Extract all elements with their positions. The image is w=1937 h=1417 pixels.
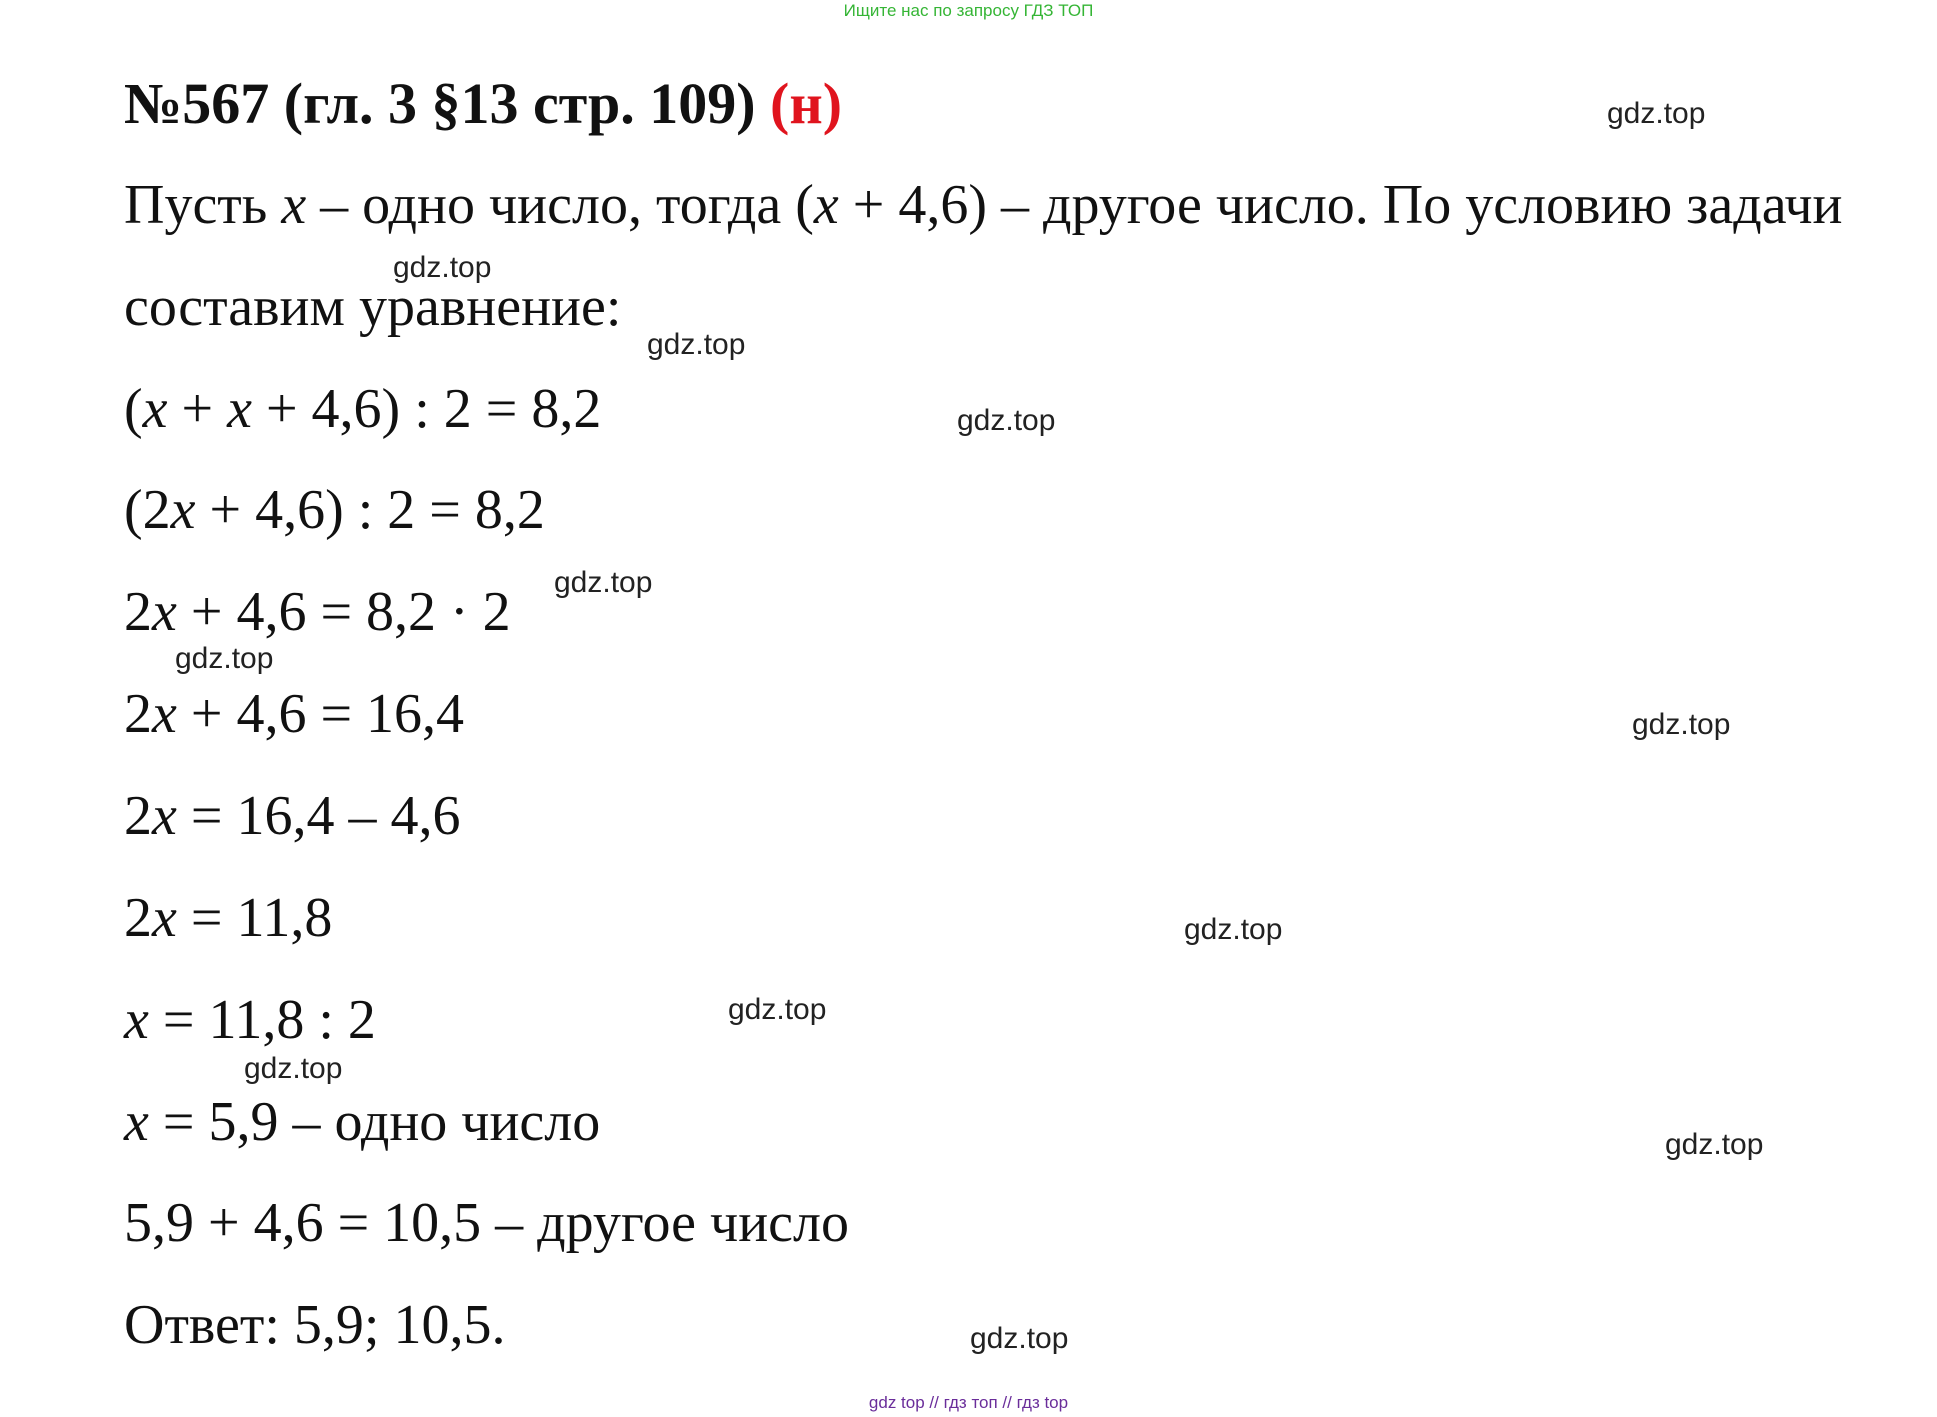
variable-x: x — [152, 785, 177, 847]
variable-x: x — [152, 581, 177, 643]
intro-line-1 — [124, 172, 1842, 238]
text-segment: + — [167, 378, 228, 440]
equation-4 — [124, 681, 464, 747]
text-segment: + 4,6 = 16,4 — [176, 683, 465, 745]
watermark: gdz.top — [1184, 913, 1283, 946]
variable-x: x — [142, 378, 168, 440]
watermark: gdz.top — [728, 993, 827, 1026]
equation-2 — [124, 477, 545, 543]
watermark: gdz.top — [647, 328, 746, 361]
equation-8 — [124, 1089, 600, 1155]
text-segment: 2 — [124, 785, 152, 847]
text-segment: 2 — [124, 683, 152, 745]
text-segment: + 4,6) : 2 = 8,2 — [251, 378, 602, 440]
text-segment: = 11,8 — [176, 887, 333, 949]
text-segment: 2 — [124, 887, 152, 949]
text-segment: + 4,6) : 2 = 8,2 — [195, 479, 545, 541]
watermark: gdz.top — [554, 566, 653, 599]
equation-9: 5,9 + 4,6 = 10,5 – другое число — [124, 1192, 849, 1254]
equation-7 — [124, 987, 376, 1053]
variable-x: x — [170, 479, 196, 541]
variable-x: x — [152, 683, 177, 745]
watermark: gdz.top — [244, 1052, 343, 1085]
watermark: gdz.top — [1607, 97, 1706, 130]
watermark: gdz.top — [175, 642, 274, 675]
variable-x: x — [124, 1091, 149, 1153]
text-segment: (2 — [124, 479, 171, 541]
equation-3 — [124, 579, 511, 645]
equation-6 — [124, 885, 332, 951]
text-segment: = 16,4 – 4,6 — [176, 785, 461, 847]
watermark: gdz.top — [970, 1322, 1069, 1355]
problem-number: №567 (гл. 3 §13 стр. 109) — [124, 71, 756, 136]
text-segment: + 4,6) – другое число. По условию задачи — [838, 174, 1843, 236]
variable-x: x — [124, 989, 149, 1051]
text-segment: ( — [124, 378, 143, 440]
watermark: gdz.top — [1665, 1128, 1764, 1161]
variable-x: x — [281, 174, 307, 236]
text-segment: = 11,8 : 2 — [148, 989, 376, 1051]
text-segment: – одно число, тогда ( — [306, 174, 814, 236]
watermark: gdz.top — [957, 404, 1056, 437]
footer-links: gdz top // гдз топ // гдз top — [868, 1393, 1069, 1412]
problem-mark: (н) — [770, 71, 843, 136]
equation-1 — [124, 376, 601, 442]
variable-x: x — [813, 174, 839, 236]
watermark: gdz.top — [1632, 708, 1731, 741]
problem-title — [124, 68, 842, 140]
text-segment: Пусть — [124, 174, 282, 236]
answer-line: Ответ: 5,9; 10,5. — [124, 1294, 506, 1356]
text-segment: 2 — [124, 581, 152, 643]
watermark: gdz.top — [393, 251, 492, 284]
top-banner: Ищите нас по запросу ГДЗ ТОП — [843, 1, 1094, 20]
equation-5 — [124, 783, 460, 849]
variable-x: x — [152, 887, 177, 949]
variable-x: x — [227, 378, 252, 440]
intro-line-2: составим уравнение: — [124, 276, 622, 338]
text-segment: = 5,9 – одно число — [148, 1091, 601, 1153]
text-segment: + 4,6 = 8,2 · 2 — [176, 581, 511, 643]
